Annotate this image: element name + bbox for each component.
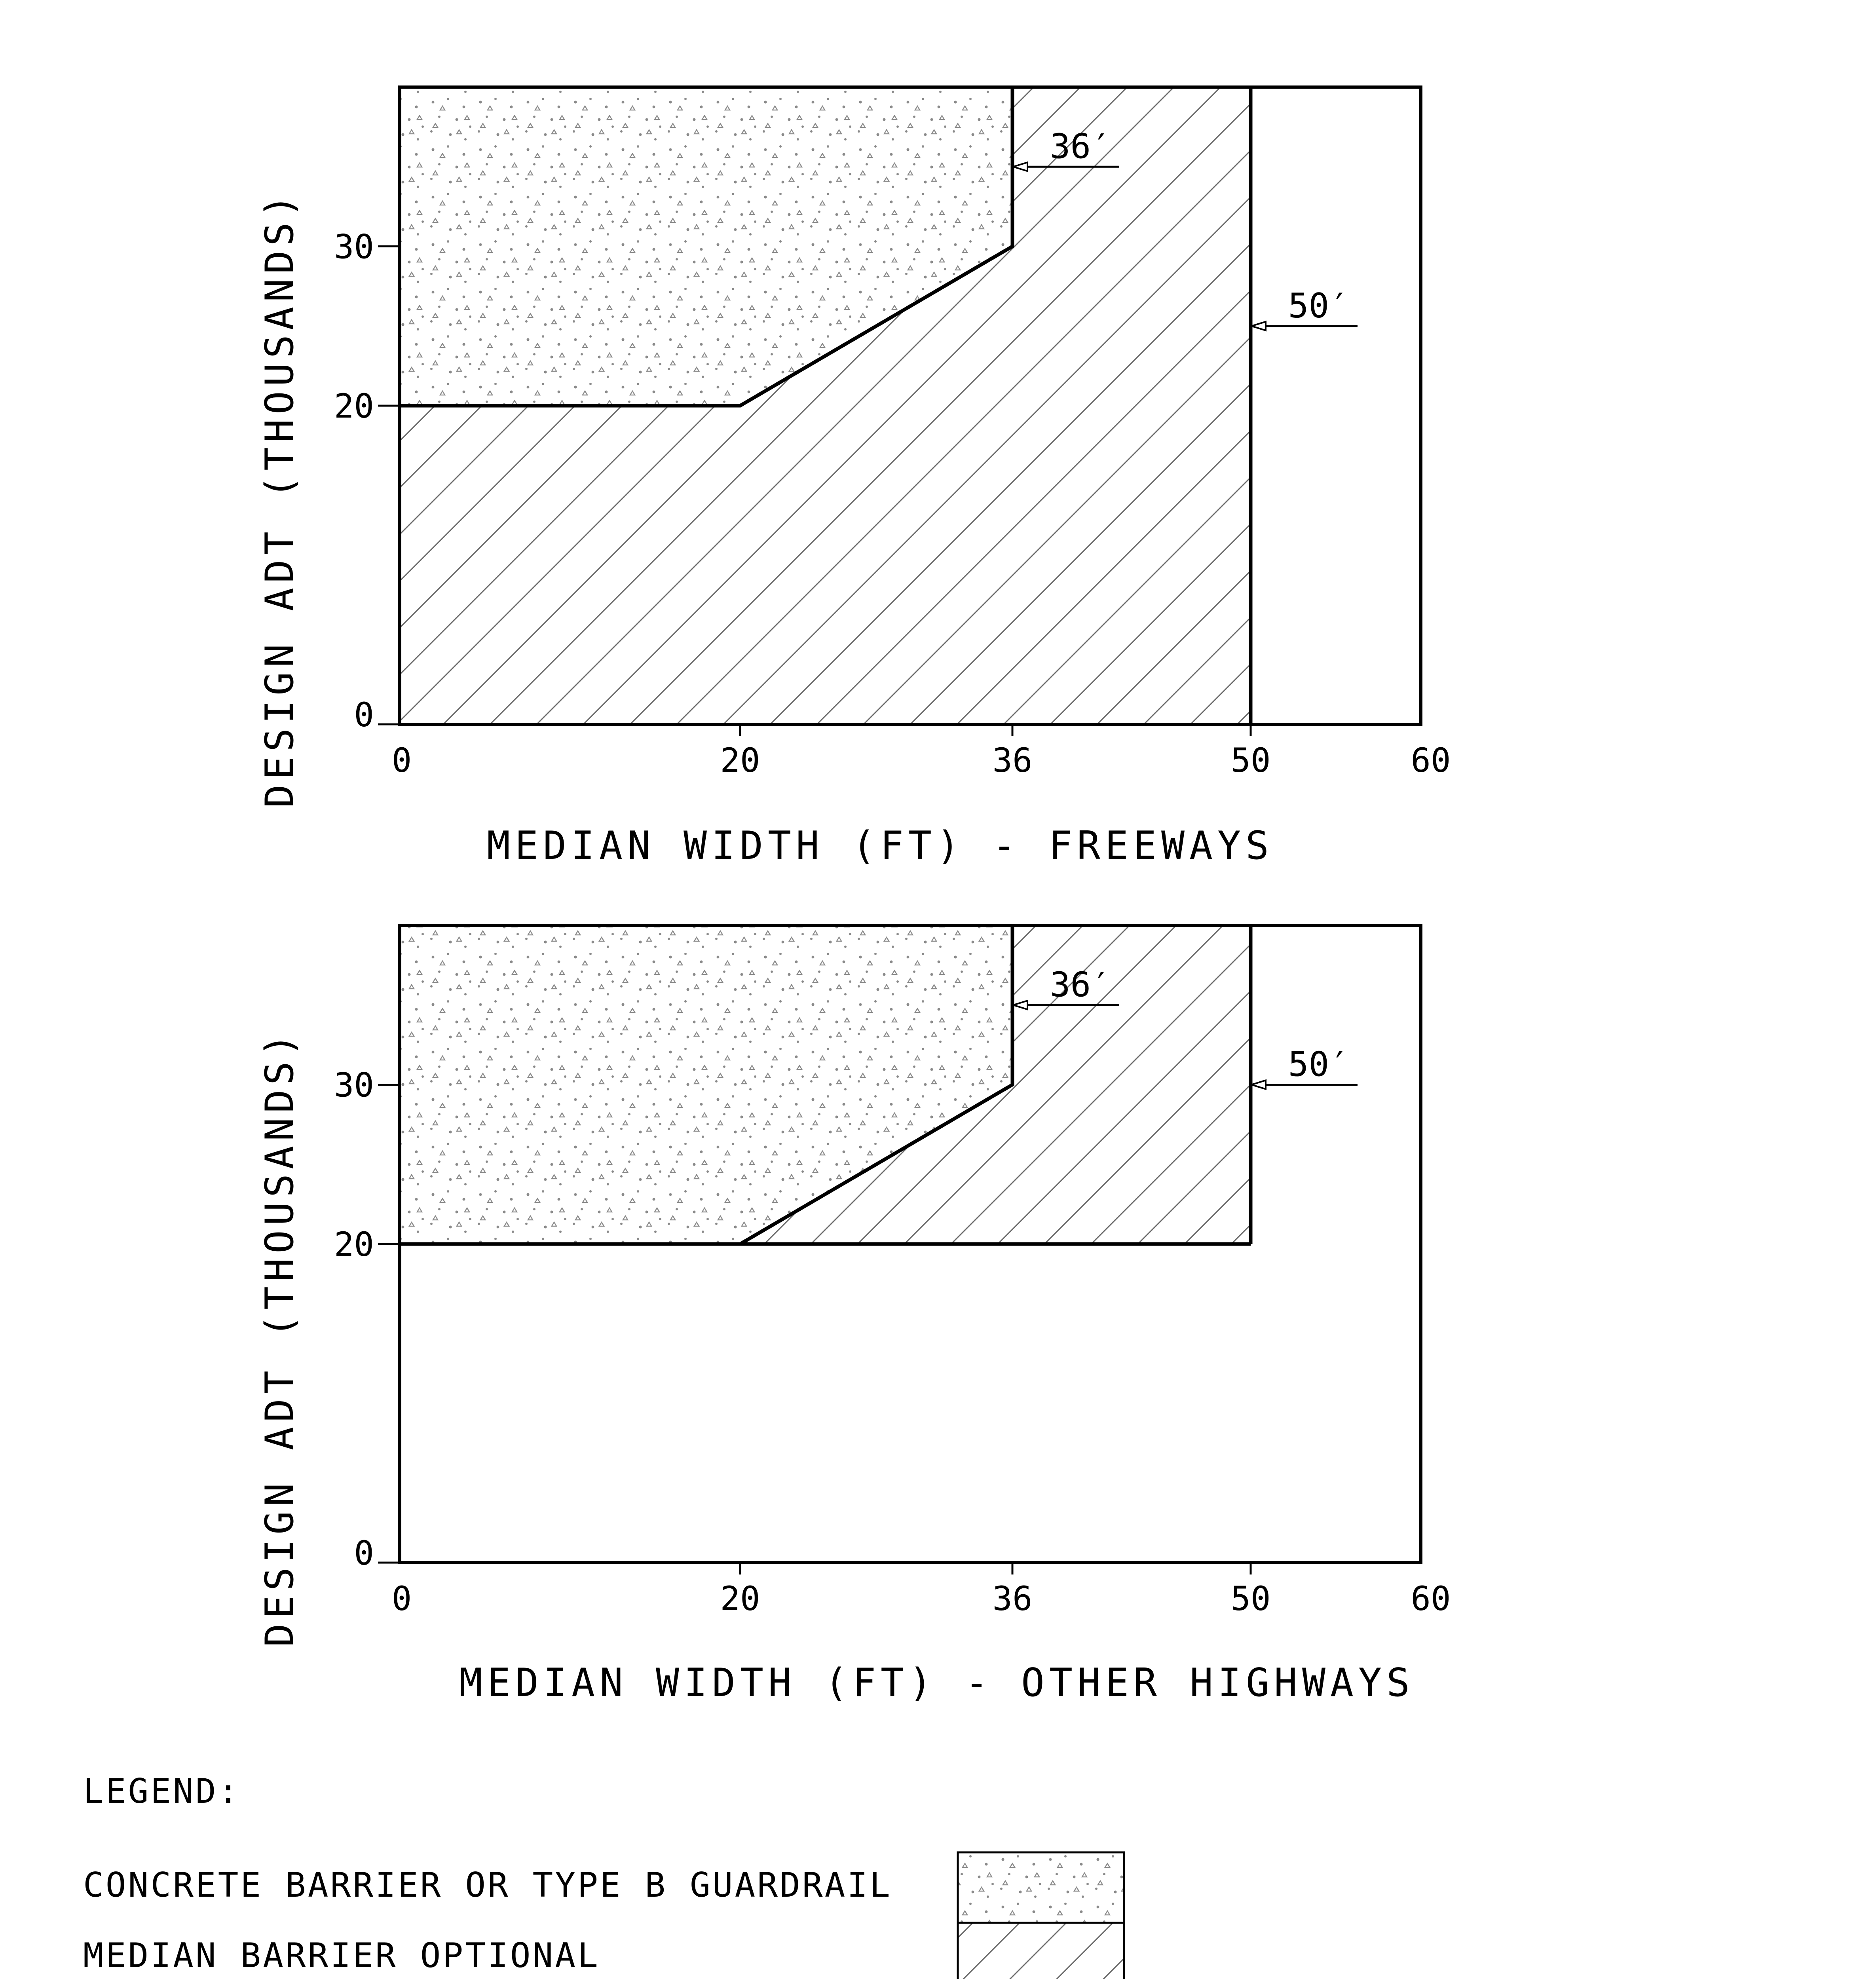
y-tick-label: 0 [354,695,374,734]
x-tick-label: 60 [1411,1579,1451,1618]
y-tick-label: 30 [334,1065,374,1105]
callout-dimension: 36′ [1050,965,1111,1005]
x-axis-label: MEDIAN WIDTH (FT) - OTHER HIGHWAYS [459,1660,1415,1706]
callout-dimension: 50′ [1288,1045,1350,1084]
legend [83,1772,1124,1979]
x-tick-label: 60 [1411,741,1451,780]
callout-dimension: 36′ [1050,127,1111,167]
y-axis-label: DESIGN ADT (THOUSANDS) [257,189,302,808]
y-tick-label: 20 [334,1225,374,1264]
legend-swatch-stipple [958,1852,1124,1923]
x-tick-label: 0 [391,741,412,780]
legend-swatch-hatch [958,1923,1124,1979]
callout-arrow-icon [1251,1081,1266,1089]
callout-arrow-icon [1251,322,1266,330]
charts [257,87,1451,1706]
x-tick-label: 50 [1230,741,1271,780]
region-blank [1251,87,1421,724]
y-tick-label: 0 [354,1534,374,1573]
y-tick-label: 20 [334,387,374,425]
legend-label: MEDIAN BARRIER OPTIONAL [83,1936,600,1975]
x-tick-label: 36 [992,1579,1033,1618]
legend-label: CONCRETE BARRIER OR TYPE B GUARDRAIL [83,1865,892,1905]
x-tick-label: 50 [1230,1579,1271,1618]
x-axis-label: MEDIAN WIDTH (FT) - FREEWAYS [487,823,1274,868]
y-tick-label: 30 [334,227,374,266]
x-tick-label: 20 [720,1579,760,1618]
legend-title: LEGEND: [83,1772,241,1811]
chart-2 [257,925,1451,1706]
x-tick-label: 0 [391,1579,412,1618]
chart-1 [257,87,1451,868]
y-axis-label: DESIGN ADT (THOUSANDS) [257,1028,302,1647]
x-tick-label: 36 [992,741,1033,780]
x-tick-label: 20 [720,741,760,780]
callout-dimension: 50′ [1288,286,1350,326]
